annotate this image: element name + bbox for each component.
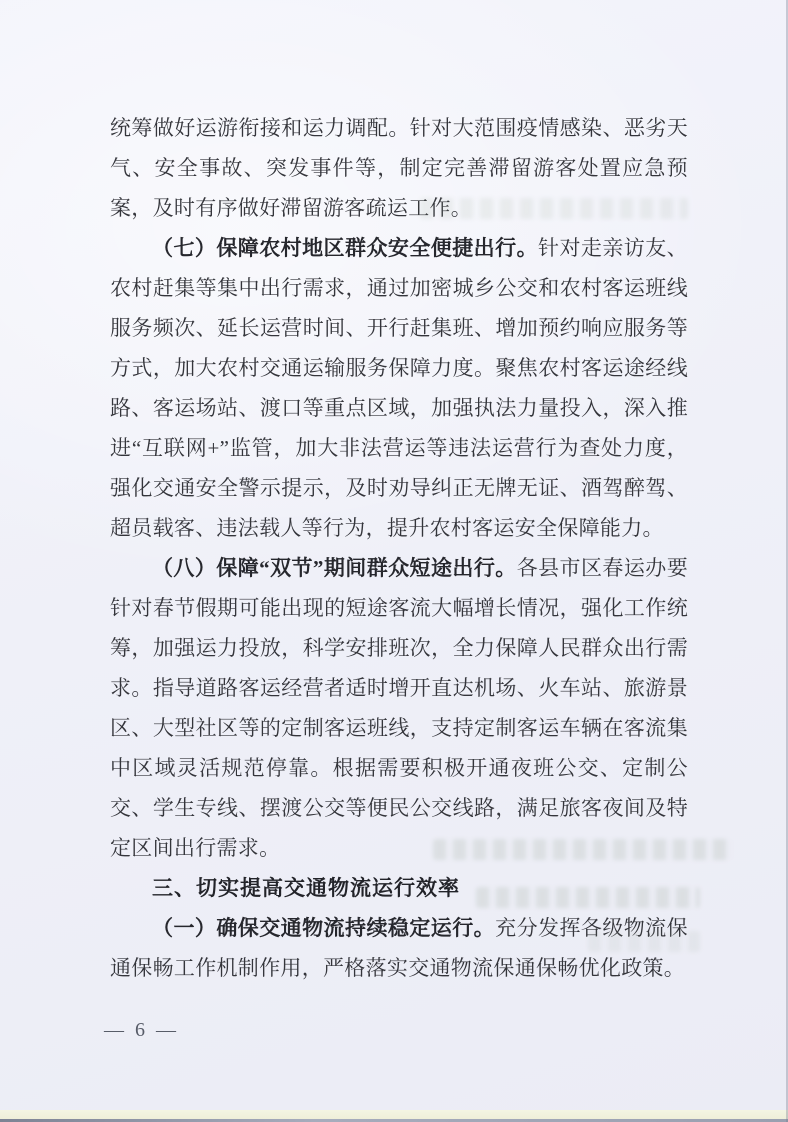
paragraph [110,548,688,868]
paragraph [110,228,688,548]
bold-heading-run: （八）保障“双节”期间群众短途出行。 [152,556,517,580]
bold-heading-run: （一）确保交通物流持续稳定运行。 [152,916,496,940]
paper-bottom-edge [0,1110,788,1119]
body-text-run: 各县市区春运办要针对春节假期可能出现的短途客流大幅增长情况，强化工作统筹，加强运力投放，科学安排班次，全力保障人民群众出行需求。指导道路客运经营者适时增开直达机场、火车站、旅游景区、大型社区等的定制客运班线，支持定制客运车辆在客流集中区域灵活规范停靠。根据需要积极开通夜班公交、定制公交、学生专线、摆渡公交等便民公交线路，满足旅客夜间及特定区间出行需求。 [110,556,688,860]
ink-bleed-through [433,839,733,860]
body-text-run: 充分发挥各级物流保通保畅工作机制作用，严格落实交通物流保通保畅优化政策。 [110,916,688,980]
ink-bleed-through [476,887,700,908]
bold-heading-run: 三、切实提高交通物流运行效率 [152,876,460,900]
body-text-run: 统筹做好运游衔接和运力调配。针对大范围疫情感染、恶劣天气、安全事故、突发事件等，制定完善滞留游客处置应急预案，及时有序做好滞留游客疏运工作。 [110,116,688,220]
ink-bleed-through [420,198,688,219]
bold-heading-run: （七）保障农村地区群众安全便捷出行。 [152,236,539,260]
ink-bleed-through [588,931,700,952]
page-number: — 6 — [104,1019,179,1041]
body-text-run: 针对走亲访友、农村赶集等集中出行需求，通过加密城乡公交和农村客运班线服务频次、延长运营时间、开行赶集班、增加预约响应服务等方式，加大农村交通运输服务保障力度。聚焦农村客运途经线路、客运场站、渡口等重点区域，加强执法力量投入，深入推进“互联网+”监管，加大非法营运等违法运营行为查处力度，强化交通安全警示提示，及时劝导纠正无牌无证、酒驾醉驾、超员载客、违法载人等行为，提升农村客运安全保障能力。 [110,236,688,540]
